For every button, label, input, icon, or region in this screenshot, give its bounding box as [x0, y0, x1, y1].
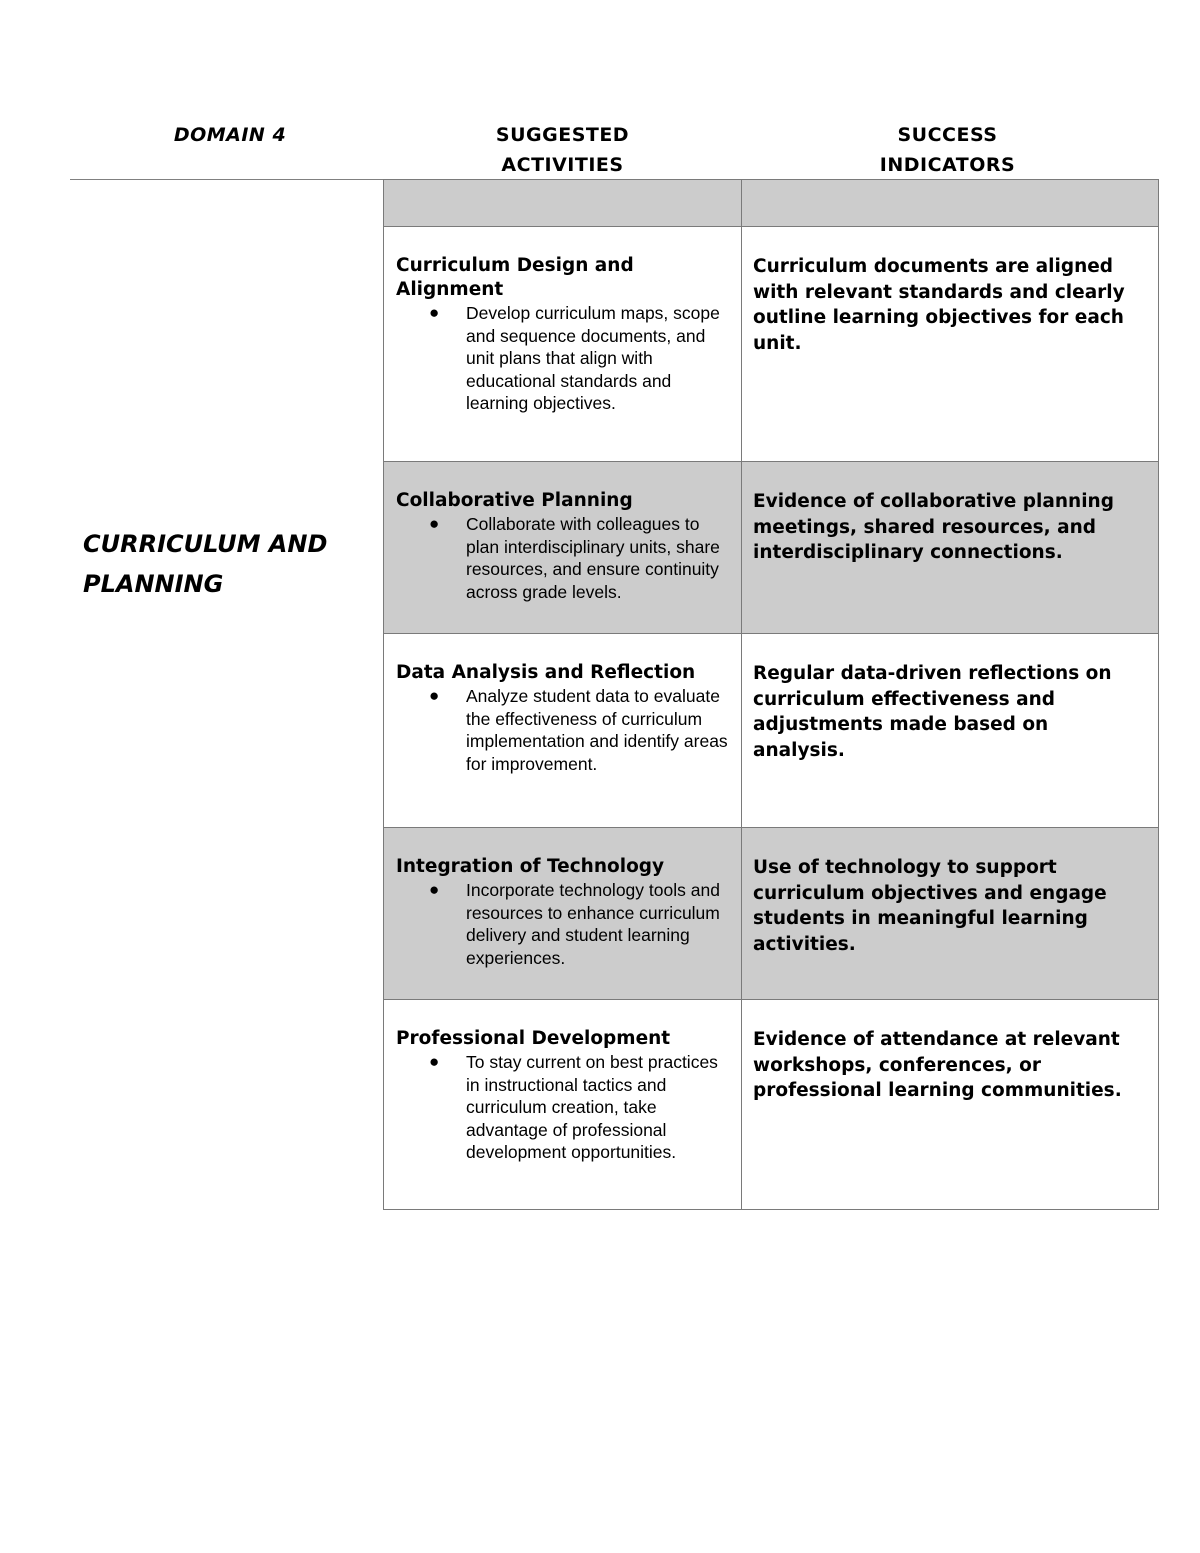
spacer-cell — [384, 180, 742, 227]
spacer-cell — [742, 180, 1159, 227]
bullet-icon: ● — [429, 303, 440, 322]
activities-table — [383, 179, 1159, 1210]
activity-cell — [384, 462, 742, 634]
list-item — [429, 1051, 730, 1164]
activity-title: Integration of Technology — [396, 856, 665, 877]
bullet-icon: ● — [429, 880, 440, 899]
activity-list — [396, 302, 730, 415]
activity-title: Curriculum Design and Alignment — [396, 255, 634, 300]
activity-cell — [384, 828, 742, 1000]
indicator-cell — [742, 828, 1159, 1000]
indicator-cell — [742, 1000, 1159, 1210]
indicator-cell — [742, 227, 1159, 462]
list-item — [429, 513, 730, 603]
activity-text: Collaborate with colleagues to plan interdisciplinary units, share resources, and ensure continuity across grade levels. — [466, 514, 720, 602]
activity-cell — [384, 634, 742, 828]
activities-header-line1: SUGGESTED — [495, 124, 630, 146]
activities-header-line2: ACTIVITIES — [501, 154, 624, 176]
domain-header: DOMAIN 4 — [173, 124, 287, 146]
bullet-icon: ● — [429, 1052, 440, 1071]
list-item — [429, 685, 730, 775]
activity-title: Collaborative Planning — [396, 490, 633, 511]
table-row — [384, 1000, 1159, 1210]
indicator-cell — [742, 462, 1159, 634]
activity-text: To stay current on best practices in instructional tactics and curriculum creation, take advantage of professional development opportunities. — [466, 1052, 718, 1163]
table-header-spacer-row — [384, 180, 1159, 227]
domain-name-line1: CURRICULUM AND — [83, 530, 328, 558]
indicator-text: Regular data-driven reflections on curriculum effectiveness and adjustments made based on analysis. — [753, 663, 1112, 761]
indicators-header — [820, 120, 1075, 180]
activity-list — [396, 1051, 730, 1164]
bullet-icon: ● — [429, 514, 440, 533]
activity-cell — [384, 1000, 742, 1210]
indicators-header-line2: INDICATORS — [879, 154, 1016, 176]
list-item — [429, 302, 730, 415]
activity-text: Develop curriculum maps, scope and sequence documents, and unit plans that align with educational standards and learning objectives. — [466, 303, 720, 414]
list-item — [429, 879, 730, 969]
activity-list — [396, 513, 730, 603]
indicator-text: Evidence of collaborative planning meetings, shared resources, and interdisciplinary connections. — [753, 491, 1114, 563]
activity-title: Data Analysis and Reflection — [396, 662, 696, 683]
table-row — [384, 227, 1159, 462]
indicators-header-line1: SUCCESS — [897, 124, 998, 146]
activity-list — [396, 685, 730, 775]
header-divider — [70, 179, 384, 180]
table-row — [384, 828, 1159, 1000]
table-row — [384, 634, 1159, 828]
activity-text: Incorporate technology tools and resources to enhance curriculum delivery and student learning experiences. — [466, 880, 720, 968]
domain-name-line2: PLANNING — [83, 570, 224, 598]
bullet-icon: ● — [429, 686, 440, 705]
activities-header — [440, 120, 685, 180]
activity-text: Analyze student data to evaluate the effectiveness of curriculum implementation and identify areas for improvement. — [466, 686, 728, 774]
activity-cell — [384, 227, 742, 462]
indicator-text: Curriculum documents are aligned with relevant standards and clearly outline learning objectives for each unit. — [753, 256, 1125, 354]
activity-title: Professional Development — [396, 1028, 671, 1049]
indicator-cell — [742, 634, 1159, 828]
table-row — [384, 462, 1159, 634]
activity-list — [396, 879, 730, 969]
indicator-text: Use of technology to support curriculum objectives and engage students in meaningful learning activities. — [753, 857, 1107, 955]
domain-name — [83, 524, 383, 604]
indicator-text: Evidence of attendance at relevant workshops, conferences, or professional learning communities. — [753, 1029, 1122, 1101]
